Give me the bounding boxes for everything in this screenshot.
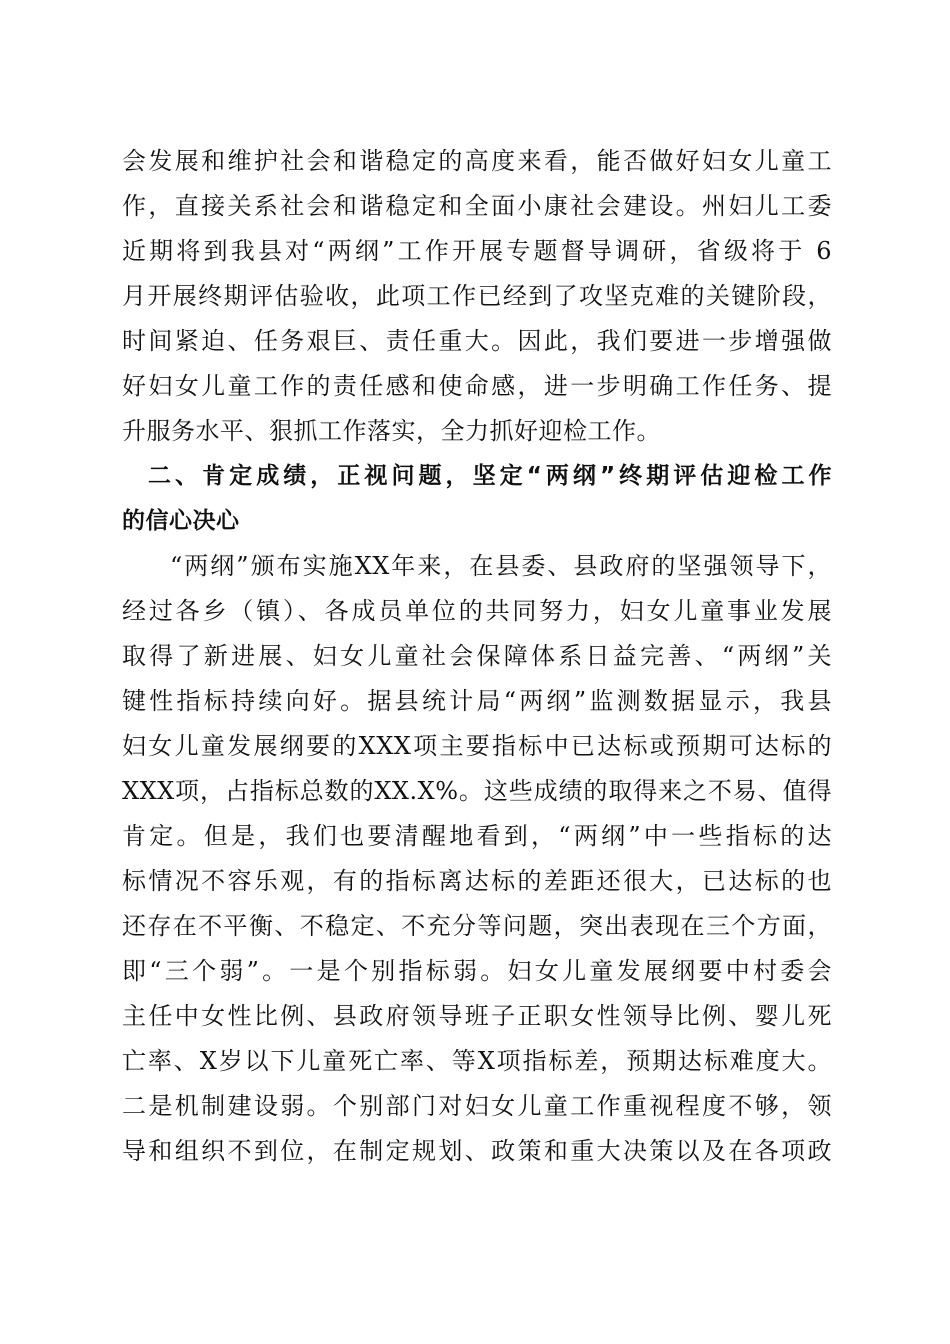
heading-line: 的信心决心 (122, 508, 240, 534)
text-line: 好妇女儿童工作的责任感和使命感，进一步明确工作任务、提 (122, 372, 832, 400)
section-heading (122, 454, 832, 544)
text-line: 经过各乡（镇）、各成员单位的共同努力，妇女儿童事业发展 (122, 597, 832, 625)
text-line: “两纲”颁布实施XX年来，在县委、县政府的坚强领导下， (170, 552, 832, 580)
text-line: 肯定。但是，我们也要清醒地看到，“两纲”中一些指标的达 (122, 822, 832, 850)
text-line: 还存在不平衡、不稳定、不充分等问题，突出表现在三个方面， (122, 912, 832, 940)
text-line: 主任中女性比例、县政府领导班子正职女性领导比例、婴儿死 (122, 1002, 832, 1030)
text-line: 作，直接关系社会和谐稳定和全面小康社会建设。州妇儿工委 (122, 192, 832, 220)
paragraph-1 (122, 139, 832, 454)
text-line: 标情况不容乐观，有的指标离达标的差距还很大，已达标的也 (122, 867, 832, 895)
text-line: 会发展和维护社会和谐稳定的高度来看，能否做好妇女儿童工 (122, 147, 832, 175)
text-line: XXX项，占指标总数的XX.X%。这些成绩的取得来之不易、值得 (122, 777, 832, 805)
text-line: 升服务水平、狠抓工作落实，全力抓好迎检工作。 (122, 417, 661, 445)
text-line: 近期将到我县对“两纲”工作开展专题督导调研，省级将于 6 (122, 237, 832, 265)
text-line: 时间紧迫、任务艰巨、责任重大。因此，我们要进一步增强做 (122, 327, 832, 355)
text-line: 即“三个弱”。一是个别指标弱。妇女儿童发展纲要中村委会 (122, 957, 832, 985)
text-line: 妇女儿童发展纲要的XXX项主要指标中已达标或预期可达标的 (122, 732, 832, 760)
text-line: 月开展终期评估验收，此项工作已经到了攻坚克难的关键阶段， (122, 282, 832, 310)
text-line: 亡率、X岁以下儿童死亡率、等X项指标差，预期达标难度大。 (122, 1047, 832, 1075)
text-line: 导和组织不到位，在制定规划、政策和重大决策以及在各项政 (122, 1137, 832, 1165)
text-line: 键性指标持续向好。据县统计局“两纲”监测数据显示，我县 (122, 687, 832, 715)
text-line: 取得了新进展、妇女儿童社会保障体系日益完善、“两纲”关 (122, 642, 832, 670)
paragraph-2 (122, 544, 832, 1174)
heading-line: 二、肯定成绩，正视问题，坚定“两纲”终期评估迎检工作 (148, 463, 832, 489)
text-line: 二是机制建设弱。个别部门对妇女儿童工作重视程度不够，领 (122, 1092, 832, 1120)
